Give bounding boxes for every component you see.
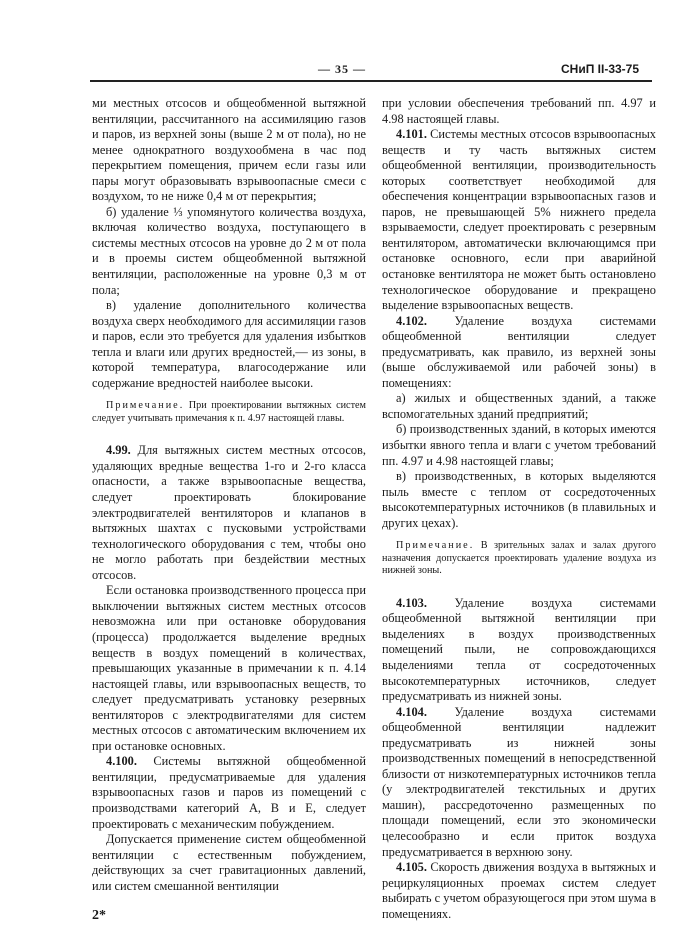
clause-number: 4.105. [396,860,427,875]
paragraph: при условии обеспечения требований пп. 4.97 и 4.98 настоящей главы. [382,96,656,126]
clause-4-104 [382,705,656,860]
paragraph-item-b: б) производственных зданий, в которых имеются избытки явного тепла и влаги с учетом требований пп. 4.97 и 4.98 настоящей главы; [382,422,656,468]
clause-4-100 [92,754,366,832]
paragraph-item-v: в) удаление дополнительного количества воздуха сверх необходимого для ассимиляции газов и паров, если это требуется для удаления избытков тепла и влаги или других вредностей,— из зоны, в которой температура, влагосодержание или содержание вредностей наиболее высоки. [92,298,366,390]
note [92,400,366,425]
paragraph: ми местных отсосов и общеобменной вытяжной вентиляции, рассчитанного на ассимиляцию газов и паров, из верхней зоны (выше 2 м от пола), но не менее однократного воздухообмена в час под перекрытием помещения, причем если газы или пары могут образовывать взрывоопасные смеси с воздухом, то не ниже 0,4 м от перекрытия; [92,96,366,204]
signature-mark: 2* [92,908,106,924]
document-code: СНиП II-33-75 [561,62,640,76]
clause-4-101 [382,127,656,314]
clause-text: Скорость движения воздуха в вытяжных и рециркуляционных проемах систем следует выбирать с учетом образующегося при этом шума в помещениях. [382,860,657,921]
clause-text: Для вытяжных систем местных отсосов, удаляющих вредные вещества 1-го и 2-го класса опасности, а также взрывоопасные вещества, следует проектировать блокирование электродвигателей вентиляторов и клапанов в вытяжных шахтах с пусковыми устройствами технологического оборудования с тем, чтобы оно не могло работать при бездействии местных отсосов. [92,443,366,582]
left-column [92,96,366,924]
paragraph-item-v: в) производственных, в которых выделяются пыль вместе с теплом от сосредоточенных высокотемпературных источников (в плавильных и других цехах). [382,469,656,530]
clause-text: Удаление воздуха системами общеобменной вентиляции следует предусматривать, как правило, из верхней зоны (выше обслуживаемой или рабочей зоны) в помещениях: [382,313,656,390]
note-label: Примечание. [106,400,185,412]
clause-4-105 [382,860,656,922]
clause-text: Системы местных отсосов взрывоопасных веществ и ту часть вытяжных систем общеобменной вентиляции, производительность которых соответствует необходимой для обеспечения концентрации взрывоопасных газов и паров, не превышающей 5% нижнего предела взрываемости, следует проектировать с резервным вентилятором, автоматически включающимся при остановке основного, если при аварийной остановке вентилятора не может быть остановлено технологическое оборудование и прекращено выделение взрывоопасных веществ. [382,127,656,313]
note [382,540,656,578]
clause-number: 4.100. [106,754,137,769]
note-text: В зрительных залах и залах другого назначения допускается проектировать удаление воздуха из нижней зоны. [382,540,656,577]
page-number: — 35 — [318,62,366,76]
clause-4-102 [382,314,656,392]
paragraph: Допускается применение систем общеобменной вентиляции с естественным побуждением, действующих за счет гравитационных давлений, или систем смешанной вентиляции [92,832,366,893]
clause-number: 4.104. [396,704,427,719]
clause-text: Удаление воздуха системами общеобменной вентиляции надлежит предусматривать из нижней зоны производственных помещений в непосредственной близости от низкотемпературных источников тепла (у электродвигателей текстильных и других машин), рассредоточенно размещенных по площади помещений, если это экономически целесообразно и если приток воздуха предусматривается в верхнюю зону. [382,704,656,859]
clause-4-103 [382,596,656,705]
clause-number: 4.103. [396,595,427,610]
right-column [382,96,656,922]
clause-4-99 [92,443,366,583]
clause-text: Системы вытяжной общеобменной вентиляции, предусматриваемые для удаления взрывоопасных газов и паров из помещений с производствами категорий А, В и Е, следует проектировать с механическим побуждением. [92,754,366,831]
paragraph-item-a: а) жилых и общественных зданий, а также вспомогательных зданий предприятий; [382,391,656,421]
clause-number: 4.99. [106,443,131,458]
note-text: При проектировании вытяжных систем следует учитывать примечания к п. 4.97 настоящей главы. [92,400,367,424]
paragraph: Если остановка производственного процесса при выключении вытяжных систем местных отсосов невозможна или при остановке оборудования (процесса) продолжается выделение вредных веществ в воздух помещений в количествах, превышающих указанные в примечании к п. 4.14 настоящей главы, или взрывоопасных веществ, то следует предусматривать установку резервных вентиляторов с электродвигателями для систем местных отсосов с автоматическим включением их при остановке основных. [92,583,366,753]
clause-number: 4.102. [396,313,427,328]
header-rule [90,80,652,82]
note-label: Примечание. [396,540,475,552]
clause-text: Удаление воздуха системами общеобменной вытяжной вентиляции при выделениях в воздух производственных помещений пыли, не сопровождающихся выделениями тепла от сосредоточенных высокотемпературных источников, следует предусматривать из нижней зоны. [382,595,656,704]
clause-number: 4.101. [396,127,427,142]
paragraph-item-b: б) удаление ⅓ упомянутого количества воздуха, включая количество воздуха, поступающего в системы местных отсосов на уровне до 2 м от пола и в проемы систем общеобменной вытяжной вентиляции, расположенные на уровне 0,3 м от пола; [92,204,366,297]
